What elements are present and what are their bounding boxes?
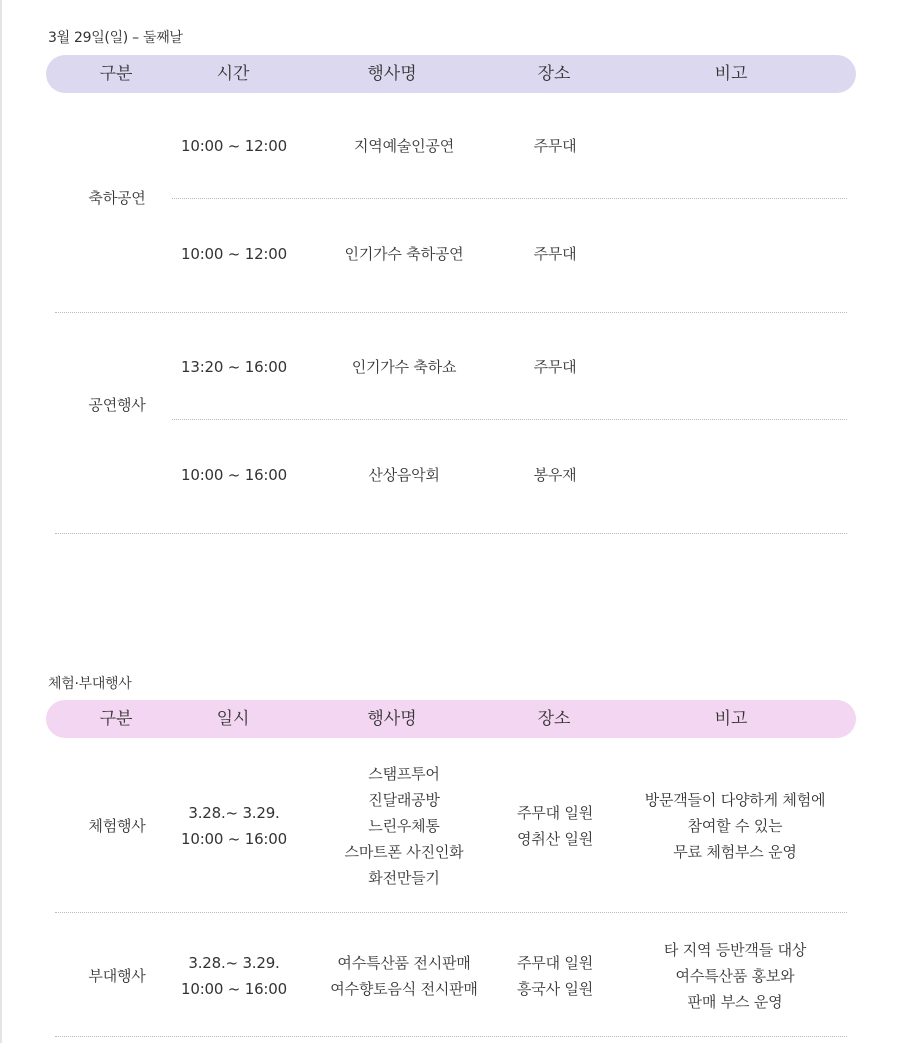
row-place: 주무대	[533, 358, 577, 376]
header-note: 비고	[714, 709, 748, 729]
row-date	[181, 800, 287, 852]
place-line: 영취산 일원	[516, 830, 594, 848]
header-time: 시간	[216, 64, 250, 84]
row-place: 주무대	[533, 245, 577, 263]
experience-table-header	[46, 700, 856, 738]
row-event: 지역예술인공연	[353, 137, 455, 155]
row-category: 부대행사	[88, 967, 146, 985]
row-divider	[55, 912, 847, 913]
row-event	[330, 950, 477, 1002]
row-event	[345, 761, 464, 891]
row-category: 공연행사	[88, 396, 146, 414]
event-line: 스탬프투어	[368, 765, 440, 783]
row-divider	[55, 1036, 847, 1037]
note-line: 무료 체험부스 운영	[673, 843, 797, 861]
event-line: 느린우체통	[368, 817, 440, 835]
row-date	[181, 950, 287, 1002]
note-line: 방문객들이 다양하게 체험에	[644, 791, 826, 809]
row-note	[645, 787, 826, 865]
row-divider	[172, 419, 847, 420]
header-place: 장소	[537, 64, 571, 84]
event-line: 스마트폰 사진인화	[344, 843, 464, 861]
event-line: 여수특산품 전시판매	[337, 954, 471, 972]
header-category: 구분	[99, 709, 133, 729]
group-divider	[55, 312, 847, 313]
row-place	[517, 800, 593, 852]
event-line: 여수향토음식 전시판매	[330, 980, 478, 998]
schedule-caption: 3월 29일(일) – 둘째날	[48, 30, 183, 46]
row-place	[517, 950, 593, 1002]
row-event: 인기가수 축하쇼	[351, 358, 457, 376]
row-time: 10:00 ~ 12:00	[181, 137, 287, 155]
experience-caption: 체험·부대행사	[48, 676, 132, 692]
row-divider	[172, 198, 847, 199]
place-line: 흥국사 일원	[516, 980, 594, 998]
row-place: 주무대	[533, 137, 577, 155]
row-event: 산상음악회	[368, 466, 440, 484]
header-category: 구분	[99, 64, 133, 84]
header-event: 행사명	[367, 709, 417, 729]
row-note	[664, 937, 806, 1015]
event-line: 진달래공방	[368, 791, 440, 809]
header-place: 장소	[537, 709, 571, 729]
note-line: 판매 부스 운영	[687, 993, 783, 1011]
header-event: 행사명	[367, 64, 417, 84]
row-time: 10:00 ~ 16:00	[181, 466, 287, 484]
header-date: 일시	[216, 709, 250, 729]
event-line: 화전만들기	[368, 869, 440, 887]
note-line: 여수특산품 홍보와	[675, 967, 795, 985]
place-line: 주무대 일원	[516, 954, 594, 972]
page-left-border	[0, 0, 2, 1043]
row-category: 체험행사	[88, 817, 146, 835]
place-line: 주무대 일원	[516, 804, 594, 822]
row-place: 봉우재	[533, 466, 577, 484]
date-range-line: 3.28.~ 3.29.	[188, 804, 280, 822]
note-line: 참여할 수 있는	[687, 817, 783, 835]
row-time: 10:00 ~ 12:00	[181, 245, 287, 263]
time-range-line: 10:00 ~ 16:00	[181, 830, 287, 848]
schedule-table-header	[46, 55, 856, 93]
header-note: 비고	[714, 64, 748, 84]
row-category: 축하공연	[88, 189, 146, 207]
row-event: 인기가수 축하공연	[344, 245, 464, 263]
time-range-line: 10:00 ~ 16:00	[181, 980, 287, 998]
group-divider	[55, 533, 847, 534]
note-line: 타 지역 등반객들 대상	[663, 941, 807, 959]
date-range-line: 3.28.~ 3.29.	[188, 954, 280, 972]
row-time: 13:20 ~ 16:00	[181, 358, 287, 376]
